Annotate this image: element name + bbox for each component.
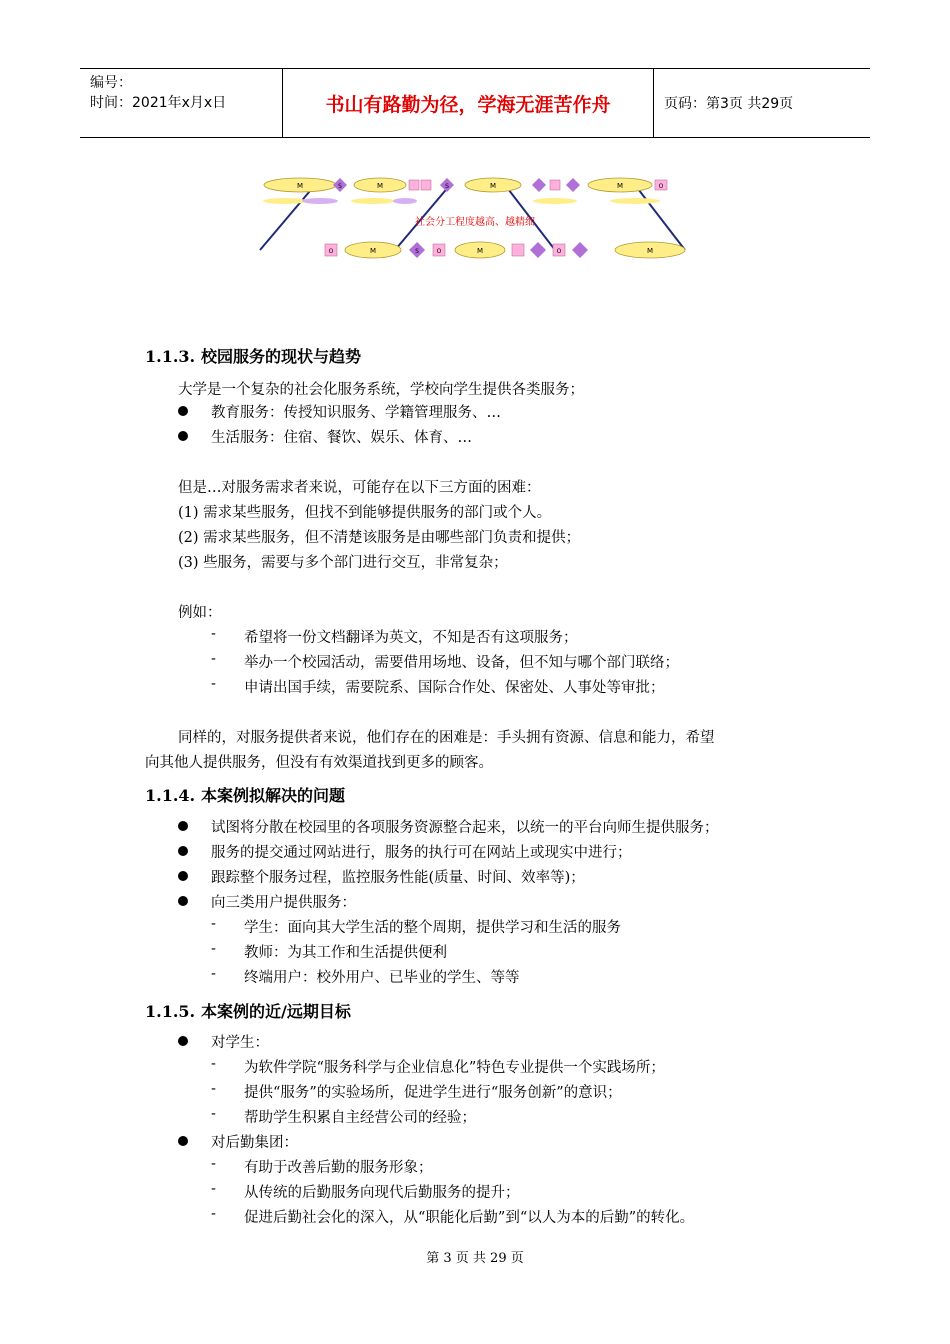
bullet-dot xyxy=(178,1036,188,1046)
diagram-label-s: S xyxy=(338,183,342,190)
user-item: 终端用户：校外用户、已毕业的学生、等等 xyxy=(244,970,520,986)
section-number: 1.1.5. xyxy=(145,1002,196,1021)
bullet-item: 生活服务：住宿、餐饮、娱乐、体育、… xyxy=(211,430,472,446)
goal-item: 为软件学院“服务科学与企业信息化”特色专业提供一个实践场所； xyxy=(244,1060,665,1076)
section-title: 本案例的近/远期目标 xyxy=(201,1002,351,1021)
dash-marker: - xyxy=(211,1081,216,1097)
time-label: 时间：2021年x月x日 xyxy=(90,95,227,111)
bullet-dot xyxy=(178,846,188,856)
dash-marker: - xyxy=(211,941,216,957)
bottom-chain xyxy=(325,242,685,258)
dash-marker: - xyxy=(211,1181,216,1197)
example-item: 举办一个校园活动，需要借用场地、设备，但不知与哪个部门联络； xyxy=(244,655,679,671)
bullet-item: 向三类用户提供服务： xyxy=(211,895,356,911)
dash-marker: - xyxy=(211,1206,216,1222)
paragraph: 同样的，对服务提供者来说，他们存在的困难是：手头拥有资源、信息和能力，希望 xyxy=(178,730,715,746)
section-heading xyxy=(145,344,361,367)
goal-item: 帮助学生积累自主经营公司的经验； xyxy=(244,1110,476,1126)
dash-marker: - xyxy=(211,1056,216,1072)
bullet-dot xyxy=(178,871,188,881)
top-chain xyxy=(264,178,667,192)
paragraph: 但是…对服务需求者来说，可能存在以下三方面的困难： xyxy=(178,480,541,496)
user-item: 教师：为其工作和生活提供便利 xyxy=(244,945,447,961)
division-of-labor-diagram xyxy=(255,170,695,270)
header-meta xyxy=(80,69,283,137)
bullet-dot xyxy=(178,431,188,441)
dash-marker: - xyxy=(211,651,216,667)
section-title: 校园服务的现状与趋势 xyxy=(201,347,362,366)
example-item: 希望将一份文档翻译为英文，不知是否有这项服务； xyxy=(244,630,578,646)
bullet-item: 试图将分散在校园里的各项服务资源整合起来，以统一的平台向师生提供服务； xyxy=(211,820,719,836)
difficulty-item: (3) 些服务，需要与多个部门进行交互，非常复杂； xyxy=(178,555,508,571)
bullet-item: 对后勤集团： xyxy=(211,1135,298,1151)
user-item: 学生：面向其大学生活的整个周期，提供学习和生活的服务 xyxy=(244,920,621,936)
example-item: 申请出国手续，需要院系、国际合作处、保密处、人事处等审批； xyxy=(244,680,665,696)
section-heading xyxy=(145,783,345,806)
diagram-label-s: S xyxy=(415,248,419,255)
mini-chains xyxy=(263,198,660,204)
page-footer: 第 3 页 共 29 页 xyxy=(426,1251,524,1266)
number-label: 编号： xyxy=(90,75,132,91)
example-label: 例如： xyxy=(178,605,222,621)
dash-marker: - xyxy=(211,916,216,932)
goal-item: 从传统的后勤服务向现代后勤服务的提升； xyxy=(244,1185,520,1201)
diagram-label-s: S xyxy=(445,183,449,190)
diagram-label-m: M xyxy=(476,247,484,255)
diagram-label-m: M xyxy=(369,247,377,255)
diagram-label-m: M xyxy=(616,182,624,190)
goal-item: 提供“服务”的实验场所，促进学生进行“服务创新”的意识； xyxy=(244,1085,622,1101)
goal-item: 有助于改善后勤的服务形象； xyxy=(244,1160,433,1176)
diagram-label-o: O xyxy=(436,248,442,255)
diagram-label-m: M xyxy=(646,247,654,255)
dash-marker: - xyxy=(211,626,216,642)
motto: 书山有路勤为径，学海无涯苦作舟 xyxy=(283,69,654,137)
paragraph: 向其他人提供服务，但没有有效渠道找到更多的顾客。 xyxy=(145,755,493,771)
dash-marker: - xyxy=(211,676,216,692)
diagram-label-o: O xyxy=(556,248,562,255)
diagram-label-o: O xyxy=(328,248,334,255)
difficulty-item: (2) 需求某些服务，但不清楚该服务是由哪些部门负责和提供； xyxy=(178,530,581,546)
page-info: 页码：第3页 共29页 xyxy=(664,96,794,112)
bullet-dot xyxy=(178,406,188,416)
dash-marker: - xyxy=(211,1106,216,1122)
difficulty-item: (1) 需求某些服务，但找不到能够提供服务的部门或个人。 xyxy=(178,505,552,521)
section-heading xyxy=(145,999,351,1022)
bullet-dot xyxy=(178,821,188,831)
section-number: 1.1.3. xyxy=(145,347,196,366)
diagram-label-o: O xyxy=(658,183,664,190)
bullet-dot xyxy=(178,1136,188,1146)
page-header xyxy=(80,68,870,138)
bullet-item: 教育服务：传授知识服务、学籍管理服务、… xyxy=(211,405,501,421)
diagram-label-m: M xyxy=(296,182,304,190)
diagram-caption: 社会分工程度越高、越精细 xyxy=(415,217,535,228)
dash-marker: - xyxy=(211,966,216,982)
bullet-item: 服务的提交通过网站进行，服务的执行可在网站上或现实中进行； xyxy=(211,845,632,861)
dash-marker: - xyxy=(211,1156,216,1172)
bullet-item: 对学生： xyxy=(211,1035,269,1051)
diagram-label-m: M xyxy=(376,182,384,190)
section-title: 本案例拟解决的问题 xyxy=(201,786,346,805)
goal-item: 促进后勤社会化的深入，从“职能化后勤”到“以人为本的后勤”的转化。 xyxy=(244,1210,695,1226)
diagram-label-m: M xyxy=(489,182,497,190)
paragraph: 大学是一个复杂的社会化服务系统，学校向学生提供各类服务； xyxy=(178,382,584,398)
bullet-item: 跟踪整个服务过程，监控服务性能(质量、时间、效率等)； xyxy=(211,870,585,886)
bullet-dot xyxy=(178,896,188,906)
section-number: 1.1.4. xyxy=(145,786,196,805)
